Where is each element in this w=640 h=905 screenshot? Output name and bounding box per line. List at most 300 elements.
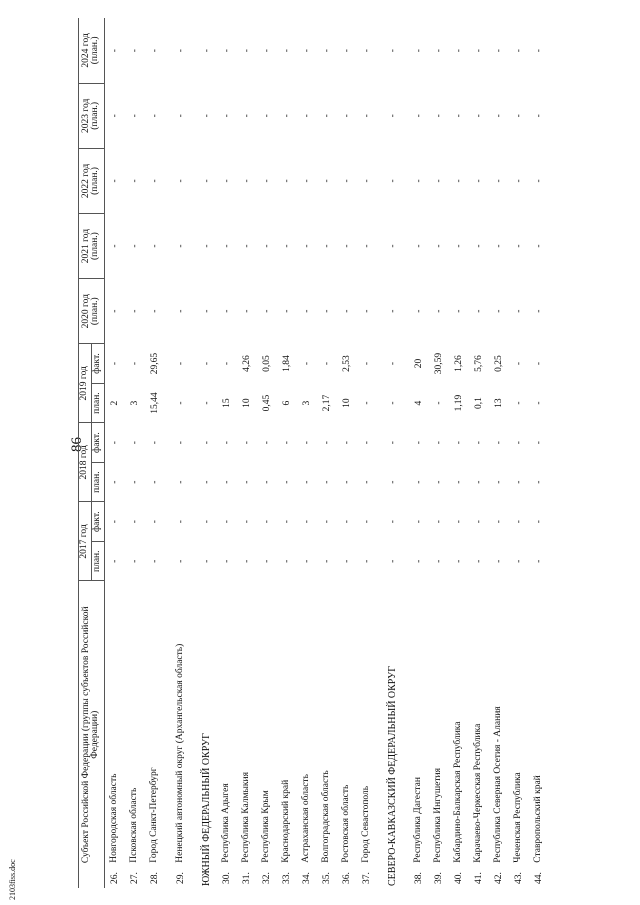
value-cell: -	[387, 361, 398, 366]
value-cell: 20	[413, 358, 424, 369]
value-cell: 1,19	[453, 394, 464, 412]
district-name: ЮЖНЫЙ ФЕДЕРАЛЬНЫЙ ОКРУГ	[201, 733, 213, 886]
region-name: Новгородская область	[108, 773, 119, 863]
value-cell: -	[493, 114, 504, 118]
value-cell: -	[241, 244, 252, 248]
value-cell: -	[453, 480, 464, 484]
header-fact-2019: факт.	[91, 344, 104, 384]
value-cell: -	[281, 114, 292, 118]
value-cell: -	[361, 559, 372, 563]
value-cell: -	[221, 114, 232, 118]
value-cell: -	[453, 179, 464, 183]
row-number: 28.	[149, 872, 160, 884]
region-name: Псковская область	[128, 787, 139, 863]
header-year-2018: 2018 год	[79, 423, 92, 502]
header-subject: Субъект Российской Федерации (группы субъектов Российской Федерации)	[79, 581, 105, 888]
value-cell: -	[413, 441, 424, 445]
value-cell: -	[109, 179, 120, 183]
value-cell: -	[361, 309, 372, 313]
value-cell: -	[361, 361, 372, 366]
header-year-2021: 2021 год (план.)	[79, 214, 105, 279]
value-cell: -	[413, 559, 424, 563]
value-cell: -	[433, 401, 444, 405]
value-cell: -	[221, 520, 232, 524]
value-cell: 3	[129, 400, 140, 406]
value-cell: -	[281, 179, 292, 183]
value-cell: -	[321, 179, 332, 183]
header-year-2023: 2023 год (план.)	[79, 83, 105, 148]
value-cell: 2	[109, 400, 120, 406]
value-cell: -	[129, 179, 140, 183]
header-fact-2018: факт.	[91, 423, 104, 463]
value-cell: -	[413, 309, 424, 313]
value-cell: -	[129, 114, 140, 118]
value-cell: 15	[221, 398, 232, 408]
value-cell: -	[453, 114, 464, 118]
value-cell: -	[473, 559, 484, 563]
table-row	[429, 18, 449, 888]
value-cell: -	[301, 49, 312, 53]
value-cell: -	[241, 49, 252, 53]
value-cell: -	[513, 559, 524, 563]
header-year-2019: 2019 год	[79, 344, 92, 423]
value-cell: -	[221, 179, 232, 183]
table-row	[125, 18, 145, 888]
value-cell: 10	[241, 398, 252, 408]
value-cell: -	[493, 559, 504, 563]
value-cell: 10	[341, 398, 352, 408]
value-cell: 3	[301, 400, 312, 406]
value-cell: -	[533, 49, 544, 53]
value-cell: -	[387, 114, 398, 118]
value-cell: -	[201, 179, 212, 183]
value-cell: -	[433, 179, 444, 183]
value-cell: -	[261, 441, 272, 445]
value-cell: -	[533, 441, 544, 445]
header-plan-2017: план.	[91, 541, 104, 581]
value-cell: -	[413, 49, 424, 53]
value-cell: -	[109, 520, 120, 524]
value-cell: -	[109, 361, 120, 366]
value-cell: -	[321, 244, 332, 248]
value-cell: -	[149, 49, 160, 53]
table-row	[509, 18, 529, 888]
value-cell: -	[281, 441, 292, 445]
value-cell: -	[387, 441, 398, 445]
value-cell: -	[341, 49, 352, 53]
value-cell: -	[387, 309, 398, 313]
value-cell: -	[321, 520, 332, 524]
value-cell: 30,59	[433, 352, 444, 375]
value-cell: -	[201, 441, 212, 445]
value-cell: -	[413, 520, 424, 524]
value-cell: -	[473, 520, 484, 524]
value-cell: -	[493, 244, 504, 248]
value-cell: 0,05	[261, 355, 272, 372]
value-cell: -	[175, 401, 186, 405]
table-row	[409, 18, 429, 888]
value-cell: -	[533, 520, 544, 524]
value-cell: -	[261, 559, 272, 563]
value-cell: -	[129, 309, 140, 313]
value-cell: -	[109, 559, 120, 563]
value-cell: -	[493, 49, 504, 53]
table-row	[489, 18, 509, 888]
row-number: 32.	[261, 872, 272, 884]
value-cell: -	[453, 49, 464, 53]
value-cell: -	[387, 401, 398, 405]
value-cell: -	[341, 309, 352, 313]
value-cell: -	[433, 559, 444, 563]
value-cell: 6	[281, 400, 292, 406]
value-cell: -	[321, 361, 332, 366]
table-row	[357, 18, 377, 888]
value-cell: -	[321, 114, 332, 118]
value-cell: -	[109, 480, 120, 484]
value-cell: -	[433, 520, 444, 524]
value-cell: -	[201, 559, 212, 563]
value-cell: -	[493, 480, 504, 484]
value-cell: -	[473, 244, 484, 248]
region-name: Краснодарский край	[280, 779, 291, 863]
value-cell: -	[387, 179, 398, 183]
row-number: 27.	[129, 872, 140, 884]
value-cell: -	[175, 309, 186, 313]
table-row	[317, 18, 337, 888]
value-cell: 0,1	[473, 397, 484, 409]
value-cell: -	[281, 244, 292, 248]
value-cell: -	[175, 520, 186, 524]
value-cell: 2,17	[321, 394, 332, 412]
value-cell: -	[201, 401, 212, 405]
value-cell: -	[321, 559, 332, 563]
value-cell: -	[221, 480, 232, 484]
value-cell: -	[241, 179, 252, 183]
value-cell: -	[149, 309, 160, 313]
value-cell: -	[387, 559, 398, 563]
value-cell: -	[149, 244, 160, 248]
value-cell: -	[149, 441, 160, 445]
value-cell: -	[301, 114, 312, 118]
header-year-2020: 2020 год (план.)	[79, 279, 105, 344]
row-number: 40.	[453, 872, 464, 884]
value-cell: -	[413, 114, 424, 118]
rotated-table-container	[78, 18, 626, 888]
header-year-2022: 2022 год (план.)	[79, 148, 105, 213]
value-cell: -	[413, 244, 424, 248]
value-cell: -	[201, 520, 212, 524]
value-cell: -	[513, 114, 524, 118]
header-fact-2017: факт.	[91, 502, 104, 542]
table-row	[104, 18, 125, 888]
value-cell: -	[201, 49, 212, 53]
value-cell: -	[533, 179, 544, 183]
region-name: Ставропольский край	[532, 775, 543, 863]
value-cell: -	[109, 49, 120, 53]
region-name: Республика Северная Осетия - Алания	[492, 706, 503, 863]
table-row	[217, 18, 237, 888]
value-cell: -	[149, 179, 160, 183]
value-cell: 0,25	[493, 355, 504, 372]
page-number: 86	[69, 437, 85, 452]
value-cell: -	[221, 244, 232, 248]
row-number: 42.	[493, 872, 504, 884]
row-number: 44.	[533, 872, 544, 884]
row-number: 26.	[109, 872, 120, 884]
district-name: СЕВЕРО-КАВКАЗСКИЙ ФЕДЕРАЛЬНЫЙ ОКРУГ	[387, 666, 399, 886]
value-cell: -	[301, 361, 312, 366]
value-cell: 4,26	[241, 355, 252, 372]
value-cell: -	[493, 179, 504, 183]
value-cell: -	[175, 49, 186, 53]
row-number: 37.	[361, 872, 372, 884]
row-number: 35.	[321, 872, 332, 884]
value-cell: -	[321, 49, 332, 53]
value-cell: -	[241, 441, 252, 445]
value-cell: 2,53	[341, 355, 352, 372]
value-cell: -	[301, 559, 312, 563]
value-cell: -	[129, 49, 140, 53]
value-cell: 0,45	[261, 394, 272, 412]
row-number: 38.	[413, 872, 424, 884]
table-row	[165, 18, 197, 888]
value-cell: -	[361, 49, 372, 53]
value-cell: -	[321, 309, 332, 313]
value-cell: -	[321, 441, 332, 445]
region-name: Астраханская область	[300, 774, 311, 863]
value-cell: -	[473, 441, 484, 445]
value-cell: -	[175, 361, 186, 366]
header-year-2017: 2017 год	[79, 502, 92, 581]
header-plan-2018: план.	[91, 462, 104, 502]
region-name: Ненецкий автономный округ (Архангельская область)	[174, 643, 185, 863]
value-cell: -	[261, 49, 272, 53]
value-cell: -	[129, 441, 140, 445]
value-cell: -	[241, 559, 252, 563]
value-cell: 29,65	[149, 352, 160, 375]
value-cell: -	[301, 309, 312, 313]
value-cell: -	[109, 244, 120, 248]
value-cell: -	[341, 114, 352, 118]
value-cell: -	[281, 480, 292, 484]
value-cell: -	[149, 480, 160, 484]
value-cell: -	[473, 480, 484, 484]
value-cell: -	[513, 401, 524, 405]
value-cell: -	[221, 361, 232, 366]
value-cell: -	[261, 244, 272, 248]
value-cell: 1,84	[281, 355, 292, 372]
value-cell: -	[453, 441, 464, 445]
value-cell: 13	[493, 398, 504, 408]
value-cell: -	[149, 520, 160, 524]
header-plan-2019: план.	[91, 383, 104, 423]
value-cell: -	[413, 179, 424, 183]
value-cell: -	[201, 480, 212, 484]
region-name: Республика Адыгея	[220, 783, 231, 863]
region-name: Республика Крым	[260, 790, 271, 863]
value-cell: -	[301, 179, 312, 183]
table-row	[257, 18, 277, 888]
value-cell: -	[221, 441, 232, 445]
value-cell: -	[175, 441, 186, 445]
value-cell: 5,76	[473, 355, 484, 372]
value-cell: -	[221, 309, 232, 313]
value-cell: -	[281, 49, 292, 53]
value-cell: -	[221, 559, 232, 563]
value-cell: -	[261, 520, 272, 524]
value-cell: -	[201, 309, 212, 313]
value-cell: -	[433, 309, 444, 313]
value-cell: -	[341, 244, 352, 248]
value-cell: -	[513, 309, 524, 313]
value-cell: -	[473, 309, 484, 313]
value-cell: -	[109, 441, 120, 445]
value-cell: -	[473, 49, 484, 53]
value-cell: -	[175, 559, 186, 563]
value-cell: -	[149, 559, 160, 563]
region-name: Ростовская область	[340, 784, 351, 863]
value-cell: -	[387, 244, 398, 248]
row-number: 39.	[433, 872, 444, 884]
value-cell: -	[433, 441, 444, 445]
value-cell: -	[493, 520, 504, 524]
value-cell: -	[513, 361, 524, 366]
table-row	[529, 18, 549, 888]
row-number: 33.	[281, 872, 292, 884]
table-row	[237, 18, 257, 888]
value-cell: -	[109, 114, 120, 118]
value-cell: -	[493, 441, 504, 445]
value-cell: -	[533, 244, 544, 248]
value-cell: -	[261, 114, 272, 118]
table-body	[104, 18, 549, 888]
value-cell: -	[387, 49, 398, 53]
value-cell: -	[175, 114, 186, 118]
value-cell: -	[175, 179, 186, 183]
value-cell: 4	[413, 400, 424, 406]
region-name: Республика Ингушетия	[432, 768, 443, 863]
value-cell: -	[341, 179, 352, 183]
value-cell: -	[281, 309, 292, 313]
footer-doc-code: 2103fiss.doc	[8, 859, 17, 900]
value-cell: -	[533, 559, 544, 563]
district-row	[197, 18, 217, 888]
row-number: 30.	[221, 872, 232, 884]
district-row	[377, 18, 409, 888]
region-name: Республика Калмыкия	[240, 772, 251, 863]
value-cell: -	[513, 441, 524, 445]
region-name: Чеченская Республика	[512, 772, 523, 863]
value-cell: -	[453, 309, 464, 313]
value-cell: -	[361, 244, 372, 248]
region-name: Волгоградская область	[320, 770, 331, 863]
value-cell: -	[261, 480, 272, 484]
value-cell: -	[513, 244, 524, 248]
value-cell: -	[241, 480, 252, 484]
value-cell: -	[129, 520, 140, 524]
value-cell: -	[175, 244, 186, 248]
table-row	[469, 18, 489, 888]
value-cell: -	[221, 49, 232, 53]
value-cell: -	[129, 244, 140, 248]
value-cell: -	[513, 480, 524, 484]
value-cell: -	[201, 114, 212, 118]
row-number: 31.	[241, 872, 252, 884]
value-cell: -	[175, 480, 186, 484]
value-cell: -	[281, 520, 292, 524]
value-cell: -	[493, 309, 504, 313]
region-name: Республика Дагестан	[412, 777, 423, 863]
value-cell: -	[361, 480, 372, 484]
region-name: Кабардино-Балкарская Республика	[452, 721, 463, 863]
value-cell: -	[361, 114, 372, 118]
value-cell: -	[321, 480, 332, 484]
row-number: 41.	[473, 872, 484, 884]
value-cell: -	[341, 480, 352, 484]
value-cell: -	[341, 441, 352, 445]
value-cell: 15,44	[149, 392, 160, 414]
value-cell: -	[109, 309, 120, 313]
table-row	[449, 18, 469, 888]
value-cell: -	[281, 559, 292, 563]
value-cell: -	[341, 559, 352, 563]
header-year-2024: 2024 год (план.)	[79, 18, 105, 83]
value-cell: -	[301, 520, 312, 524]
value-cell: -	[533, 480, 544, 484]
value-cell: -	[361, 441, 372, 445]
value-cell: -	[241, 114, 252, 118]
value-cell: -	[433, 49, 444, 53]
value-cell: -	[149, 114, 160, 118]
value-cell: -	[241, 309, 252, 313]
row-number: 34.	[301, 872, 312, 884]
row-number: 29.	[175, 872, 186, 884]
value-cell: -	[129, 361, 140, 366]
value-cell: -	[301, 441, 312, 445]
value-cell: -	[433, 114, 444, 118]
value-cell: -	[513, 49, 524, 53]
value-cell: -	[433, 480, 444, 484]
value-cell: -	[129, 559, 140, 563]
value-cell: -	[473, 114, 484, 118]
table-row	[337, 18, 357, 888]
value-cell: -	[433, 244, 444, 248]
value-cell: -	[301, 480, 312, 484]
value-cell: -	[361, 520, 372, 524]
value-cell: -	[301, 244, 312, 248]
value-cell: -	[533, 401, 544, 405]
value-cell: -	[241, 520, 252, 524]
value-cell: -	[387, 480, 398, 484]
value-cell: -	[201, 361, 212, 366]
value-cell: -	[513, 179, 524, 183]
table-row	[277, 18, 297, 888]
table-row	[297, 18, 317, 888]
value-cell: -	[261, 309, 272, 313]
value-cell: -	[361, 179, 372, 183]
value-cell: -	[453, 559, 464, 563]
value-cell: -	[341, 520, 352, 524]
value-cell: -	[129, 480, 140, 484]
region-name: Город Санкт-Петербург	[148, 767, 159, 863]
value-cell: -	[453, 244, 464, 248]
value-cell: -	[261, 179, 272, 183]
data-table	[78, 18, 549, 888]
region-name: Город Севастополь	[360, 785, 371, 863]
value-cell: -	[201, 244, 212, 248]
value-cell: -	[473, 179, 484, 183]
value-cell: -	[533, 114, 544, 118]
